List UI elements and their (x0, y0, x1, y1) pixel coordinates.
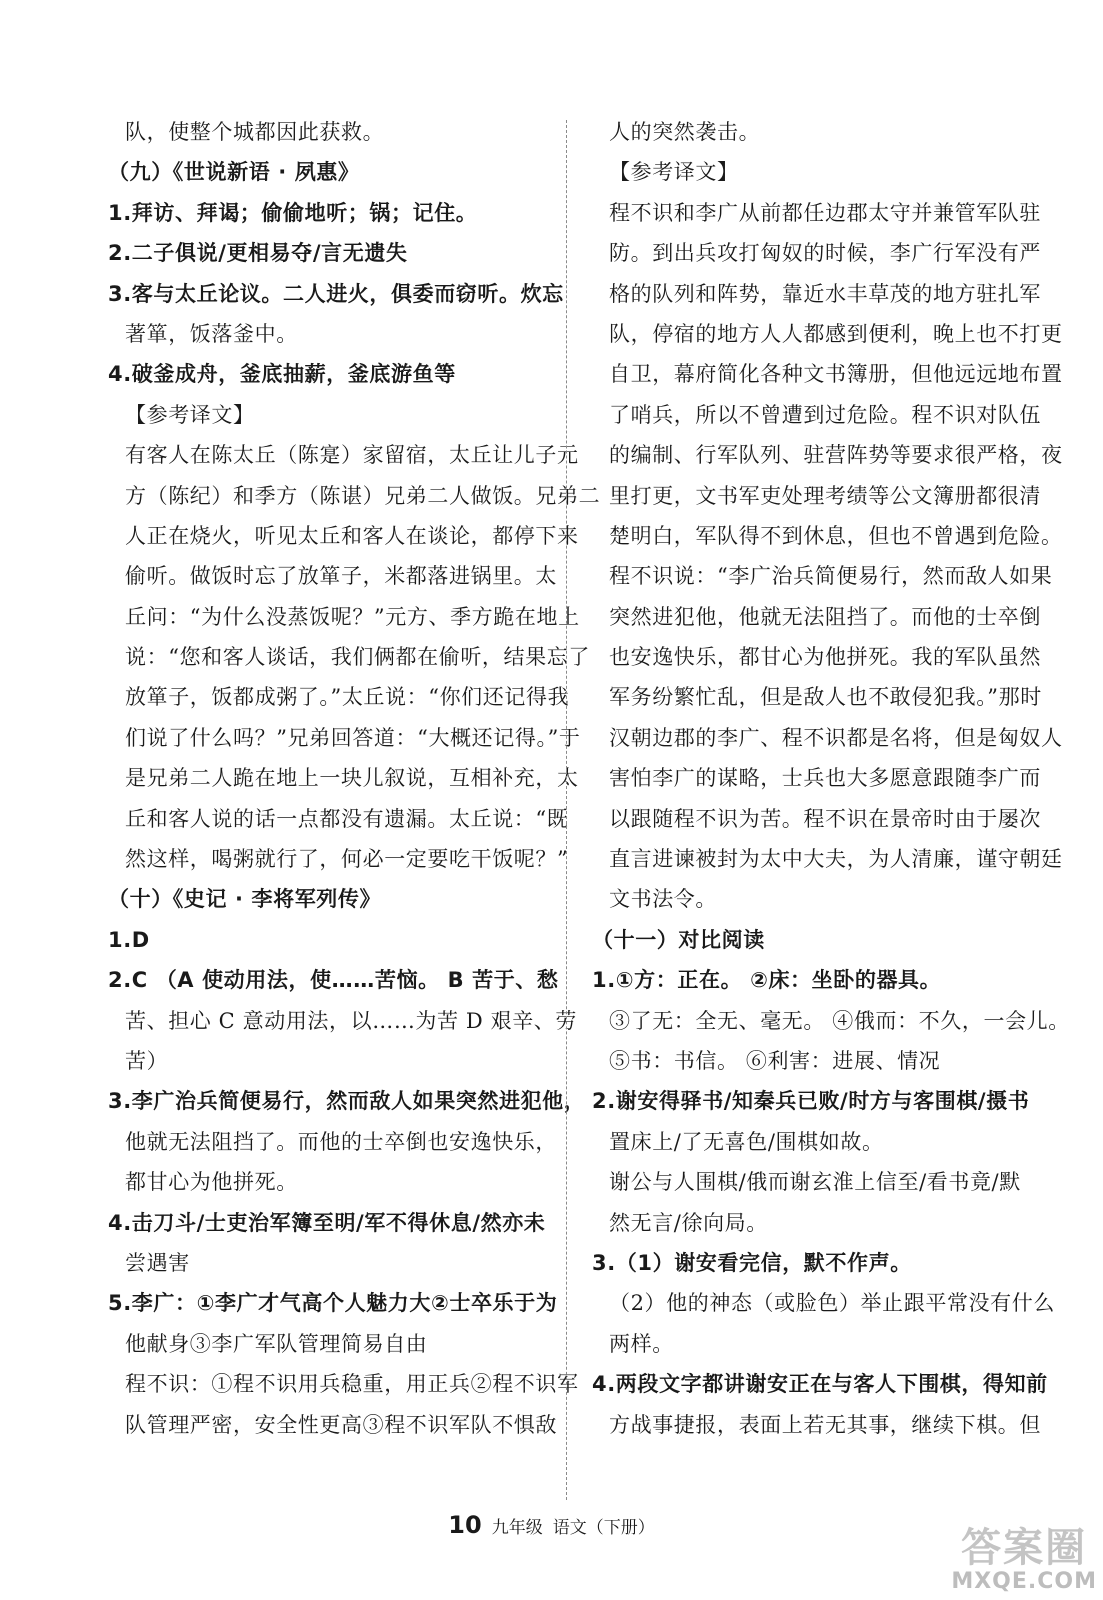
right-text-line: （2）他的神态（或脸色）举止跟平常没有什么 (609, 1291, 1055, 1316)
right-text-line: 程不识和李广从前都任边郡太守并兼管军队驻 (609, 200, 1041, 225)
left-text-line: 方（陈纪）和季方（陈谌）兄弟二人做饭。兄弟二 (125, 483, 601, 508)
left-text-line: 4.击刀斗/士吏治军簿至明/军不得休息/然亦未 (108, 1210, 546, 1235)
left-text-line: 4.破釜成舟，釜底抽薪，釜底游鱼等 (108, 362, 456, 387)
left-text-line: 都甘心为他拼死。 (125, 1170, 298, 1195)
right-text-line: 程不识说：“李广治兵简便易行，然而敌人如果 (609, 564, 1053, 589)
right-text-line: 两样。 (609, 1331, 674, 1356)
watermark (951, 1526, 1097, 1594)
right-text-line: 置床上/了无喜色/围棋如故。 (609, 1129, 884, 1154)
right-text-line: 里打更，文书军吏处理考绩等公文簿册都很清 (609, 483, 1041, 508)
left-text-line: 他就无法阻挡了。而他的士卒倒也安逸快乐， (125, 1129, 557, 1154)
left-text-line: 尝遇害 (125, 1250, 190, 1275)
left-text-line: 他献身③李广军队管理简易自由 (125, 1331, 428, 1356)
right-column (592, 112, 1070, 1445)
right-text-line: 1.①方：正在。 ②床：坐卧的器具。 (592, 968, 942, 993)
left-text-line: 然这样，喝粥就行了，何必一定要吃干饭呢？” (125, 847, 569, 872)
right-text-line: 了哨兵，所以不曾遭到过危险。程不识对队伍 (609, 402, 1041, 427)
left-text-line: 丘和客人说的话一点都没有遗漏。太丘说：“既 (125, 806, 569, 831)
page-footer (0, 1511, 1103, 1539)
right-text-line: 文书法令。 (609, 887, 717, 912)
right-text-line: 自卫，幕府简化各种文书簿册，但他远远地布置 (609, 362, 1063, 387)
left-column (108, 112, 601, 1445)
right-text-line: 的编制、行军队列、驻营阵势等要求很严格，夜 (609, 443, 1063, 468)
left-text-line: 是兄弟二人跪在地上一块儿叙说，互相补充，太 (125, 766, 579, 791)
left-text-line: 偷听。做饭时忘了放箪子，米都落进锅里。太 (125, 564, 557, 589)
left-text-line: 程不识：①程不识用兵稳重，用正兵②程不识军 (125, 1372, 579, 1397)
left-text-line: 说：“您和客人谈话，我们俩都在偷听，结果忘了 (125, 645, 590, 670)
right-text-line: 直言进谏被封为太中大夫，为人清廉，谨守朝廷 (609, 847, 1063, 872)
right-text-line: 也安逸快乐，都甘心为他拼死。我的军队虽然 (609, 645, 1041, 670)
left-text-line: 放箪子，饭都成粥了。”太丘说：“你们还记得我 (125, 685, 570, 710)
right-text-line: ③了无：全无、毫无。 ④俄而：不久，一会儿。 (609, 1008, 1070, 1033)
right-text-line: 队，停宿的地方人人都感到便利，晚上也不打更 (609, 321, 1063, 346)
right-text-line: 【参考译文】 (609, 160, 739, 185)
subject-label: 语文（下册） (552, 1518, 655, 1538)
right-text-line: 4.两段文字都讲谢安正在与客人下围棋，得知前 (592, 1372, 1048, 1397)
right-text-line: 3.（1）谢安看完信，默不作声。 (592, 1250, 912, 1275)
right-text-line: 军务纷繁忙乱，但是敌人也不敢侵犯我。”那时 (609, 685, 1042, 710)
right-text-line: ⑤书：书信。 ⑥利害：进展、情况 (609, 1048, 941, 1073)
right-text-line: 2.谢安得驿书/知秦兵已败/时方与客围棋/摄书 (592, 1089, 1030, 1114)
left-text-line: 有客人在陈太丘（陈寔）家留宿，太丘让儿子元 (125, 443, 579, 468)
right-text-line: 人的突然袭击。 (609, 120, 761, 144)
right-text-line: 汉朝边郡的李广、程不识都是名将，但是匈奴人 (609, 725, 1063, 750)
right-text-line: 方战事捷报，表面上若无其事，继续下棋。但 (609, 1412, 1041, 1437)
left-text-line: 【参考译文】 (125, 402, 255, 427)
page-number: 10 (448, 1511, 482, 1539)
left-text-line: 5.李广：①李广才气高个人魅力大②士卒乐于为 (108, 1291, 558, 1316)
left-text-line: 2.C （A 使动用法，使……苦恼。 B 苦于、愁 (108, 968, 559, 993)
watermark-logo: 答案圈 (961, 1525, 1088, 1571)
left-text-line: 苦、担心 C 意动用法，以……为苦 D 艰辛、劳 (125, 1008, 578, 1033)
left-text-line: （十）《史记 · 李将军列传》 (108, 887, 382, 912)
left-text-line: 队管理严密，安全性更高③程不识军队不惧敌 (125, 1412, 557, 1437)
left-text-line: 3.李广治兵简便易行，然而敌人如果突然进犯他， (108, 1089, 586, 1114)
left-text-line: 丘问：“为什么没蒸饭呢？”元方、季方跪在地上 (125, 604, 580, 629)
right-text-line: 格的队列和阵势，靠近水丰草茂的地方驻扎军 (609, 281, 1041, 306)
left-text-line: 们说了什么吗？”兄弟回答道：“大概还记得。”于 (125, 725, 581, 750)
column-divider (566, 120, 567, 1500)
right-text-line: 以跟随程不识为苦。程不识在景帝时由于屡次 (609, 806, 1041, 831)
left-text-line: 3.客与太丘论议。二人进火，俱委而窃听。炊忘 (108, 281, 564, 306)
left-text-line: 1.拜访、拜谒；偷偷地听；锅；记住。 (108, 200, 478, 225)
right-text-line: 楚明白，军队得不到休息，但也不曾遇到危险。 (609, 523, 1063, 548)
left-text-line: 人正在烧火，听见太丘和客人在谈论，都停下来 (125, 523, 579, 548)
left-text-line: 苦） (125, 1048, 169, 1073)
grade-label: 九年级 (491, 1518, 543, 1538)
left-text-line: 1.D (108, 927, 150, 952)
right-text-line: （十一）对比阅读 (592, 927, 765, 952)
left-text-line: 2.二子俱说/更相易夺/言无遗失 (108, 241, 408, 266)
left-text-line: 队，使整个城都因此获救。 (125, 120, 385, 144)
right-text-line: 突然进犯他，他就无法阻挡了。而他的士卒倒 (609, 604, 1041, 629)
left-text-line: 著箪，饭落釜中。 (125, 321, 298, 346)
right-text-line: 防。到出兵攻打匈奴的时候，李广行军没有严 (609, 241, 1041, 266)
right-text-line: 谢公与人围棋/俄而谢玄淮上信至/看书竟/默 (609, 1170, 1021, 1195)
right-text-line: 然无言/徐向局。 (609, 1210, 768, 1235)
watermark-url: MXQE.COM (951, 1569, 1097, 1594)
left-text-line: （九）《世说新语 · 夙惠》 (108, 160, 360, 185)
right-text-line: 害怕李广的谋略，士兵也大多愿意跟随李广而 (609, 766, 1041, 791)
